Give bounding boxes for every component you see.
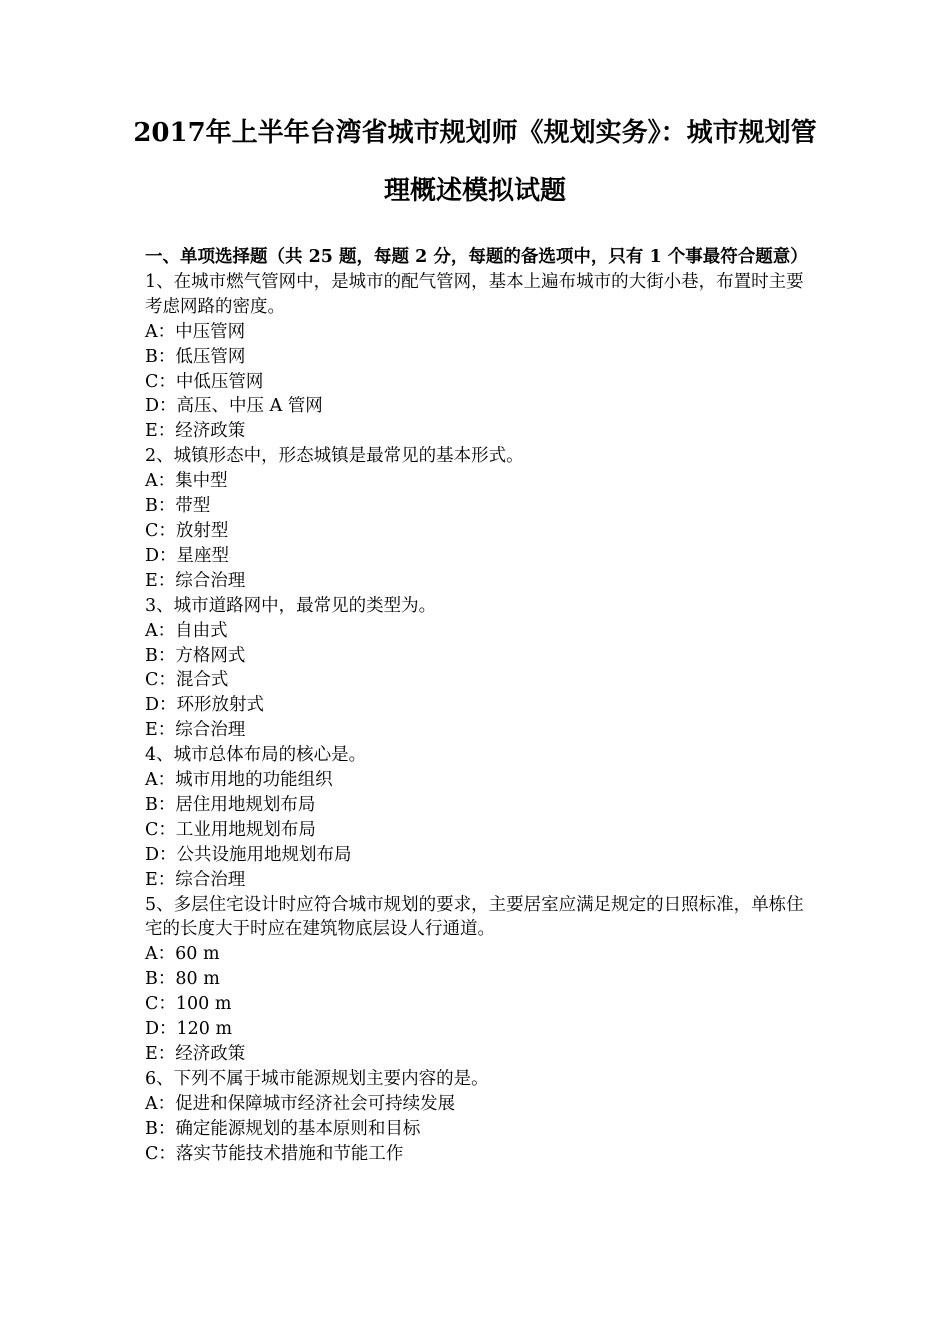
document-title-line-1: 2017年上半年台湾省城市规划师《规划实务》：城市规划管 <box>133 118 817 148</box>
question-option: B：确定能源规划的基本原则和目标 <box>145 1118 421 1139</box>
question-option: E：综合治理 <box>145 869 246 890</box>
question-option: C：中低压管网 <box>145 371 264 392</box>
question-option: B：方格网式 <box>145 645 246 666</box>
question-option: D：120 m <box>145 1019 233 1040</box>
question-option: C：工业用地规划布局 <box>145 819 316 840</box>
question-stem: 1、在城市燃气管网中，是城市的配气管网，基本上遍布城市的大街小巷，布置时主要考虑网路的密度。 <box>145 271 804 317</box>
question-4 <box>145 743 810 892</box>
question-option: A：集中型 <box>145 471 228 492</box>
question-option: B：带型 <box>145 496 211 517</box>
question-option: A：中压管网 <box>145 321 246 342</box>
question-2 <box>145 444 810 593</box>
question-option: E：综合治理 <box>145 720 246 741</box>
question-option: D：环形放射式 <box>145 695 265 716</box>
question-option: E：经济政策 <box>145 421 246 442</box>
section-heading: 一、单项选择题（共 25 题，每题 2 分，每题的备选项中，只有 1 个事最符合题意） <box>145 247 808 267</box>
question-3 <box>145 594 810 743</box>
question-option: B：低压管网 <box>145 346 246 367</box>
question-option: A：自由式 <box>145 620 228 641</box>
document-body <box>145 245 810 1167</box>
document-title-line-2: 理概述模拟试题 <box>383 176 566 206</box>
question-stem: 6、下列不属于城市能源规划主要内容的是。 <box>145 1068 489 1089</box>
question-option: B：居住用地规划布局 <box>145 794 316 815</box>
question-stem: 2、城镇形态中，形态城镇是最常见的基本形式。 <box>145 446 524 467</box>
question-option: A：城市用地的功能组织 <box>145 770 333 791</box>
question-option: B：80 m <box>145 969 220 990</box>
question-option: D：公共设施用地规划布局 <box>145 844 352 865</box>
question-option: A：60 m <box>145 944 220 965</box>
question-option: C：放射型 <box>145 520 229 541</box>
question-option: E：综合治理 <box>145 570 246 591</box>
question-option: E：经济政策 <box>145 1044 246 1064</box>
question-option: D：高压、中压 A 管网 <box>145 396 323 417</box>
question-6 <box>145 1067 810 1167</box>
question-option: A：促进和保障城市经济社会可持续发展 <box>145 1093 456 1114</box>
question-1 <box>145 270 810 444</box>
question-stem: 4、城市总体布局的核心是。 <box>145 745 367 766</box>
question-option: C：混合式 <box>145 670 229 691</box>
question-stem: 5、多层住宅设计时应符合城市规划的要求，主要居室应满足规定的日照标准，单栋住宅的长度大于时应在建筑物底层设人行通道。 <box>145 894 804 940</box>
question-option: D：星座型 <box>145 545 230 566</box>
question-5 <box>145 893 810 1067</box>
question-option: C：100 m <box>145 994 232 1015</box>
question-stem: 3、城市道路网中，最常见的类型为。 <box>145 595 437 616</box>
question-option: C：落实节能技术措施和节能工作 <box>145 1143 404 1164</box>
